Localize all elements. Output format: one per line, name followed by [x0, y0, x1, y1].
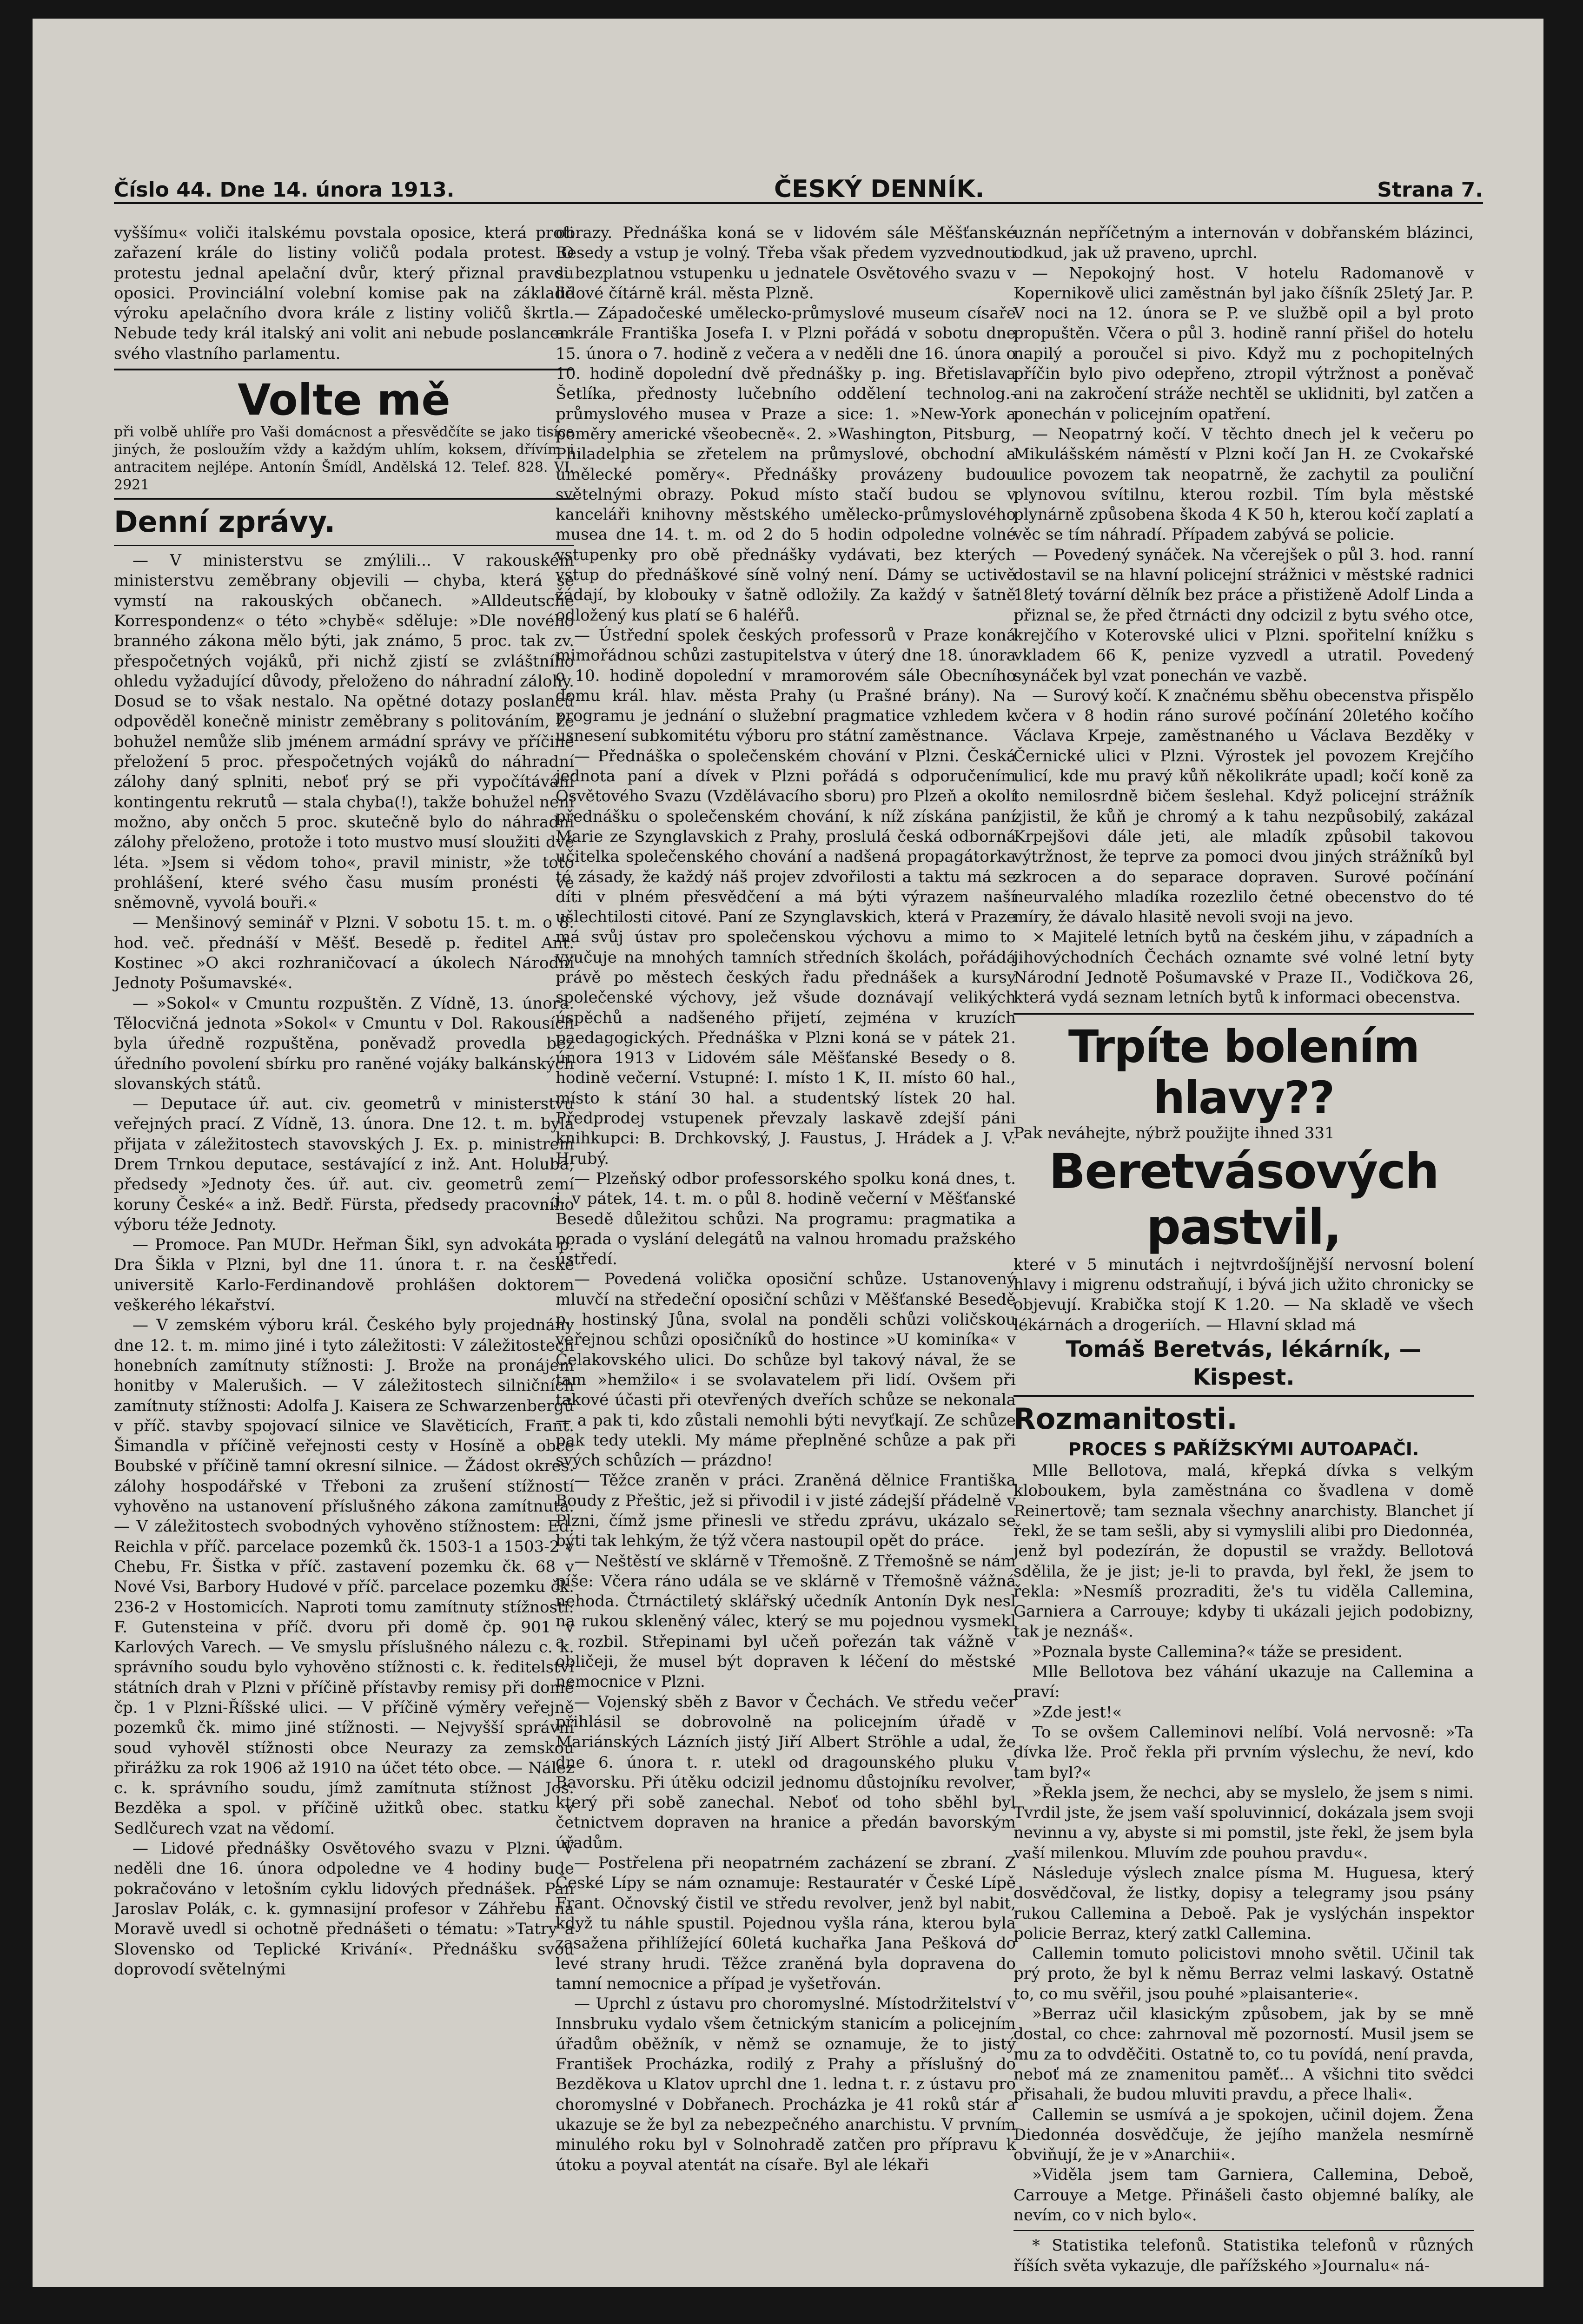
article-paragraph: »Viděla jsem tam Garniera, Callemina, Deboě, Carrouye a Metge. Přinášeli často objemné balíky, ale nevím, co v nich bylo«. [1013, 2166, 1474, 2225]
article-paragraph: obrazy. Přednáška koná se v lidovém sále Měšťanské Besedy a vstup je volný. Třeba však předem vyzvednouti si bezplatnou vstupenku u jednatele Osvětového svazu v lidové čítárně král. města Plzně. [556, 224, 1016, 303]
article-paragraph: — Nepokojný host. V hotelu Radomanově v Kopernikově ulici zaměstnán byl jako číšník 25letý Jar. P. V noci na 12. února se P. ve službě opil a byl proto propuštěn. Včera o půl 3. hodině ranní přišel do hotelu napilý a poroučel si pivo. Když mu z pochopitelných příčin bylo pivo odepřeno, ztropil výtržnost a poněvač ani na zakročení stráže nechtěl se uklidniti, byl zatčen a ponechán v policejním opatření. [1013, 264, 1474, 423]
advertisement-coal [114, 375, 574, 500]
ad-product-name: Beretvásových pastvil, [1049, 1142, 1438, 1255]
article-paragraph: — Neopatrný kočí. V těchto dnech jel k večeru po Mikulášském náměstí v Plzni kočí Jan H. ze Cvokařské ulice povozem tak neopatrně, že zachytil za pouliční plynovou svítilnu, kterou rozbil. Tím byla městské plynárně způsobena škoda 4 K 50 h, kterou kočí zaplatí a věc se tím náhradí. Případem zabývá se policie. [1013, 424, 1474, 544]
article-paragraph: Mlle Bellotova bez váhání ukazuje na Callemina a praví: [1013, 1663, 1474, 1702]
article-paragraph: — Deputace úř. aut. civ. geometrů v ministerstvu veřejných prací. Z Vídně, 13. února. Dne 12. t. m. byla přijata v záležitostech stavovských J. Ex. p. ministrem Drem Trnkou deputace, sestávající z inž. Ant. Holuba, předsedy »Jednoty čes. úř. aut. civ. geometrů zemí koruny České« a inž. Bedř. Fürsta, předsedy pracovního výboru téže Jednoty. [114, 1095, 574, 1234]
article-paragraph: * Statistika telefonů. Statistika telefonů v různých říších světa vykazuje, dle pařížského »Journalu« ná- [1013, 2236, 1474, 2275]
article-paragraph: — Přednáška o společenském chování v Plzni. Česká jednota paní a dívek v Plzni pořádá s odporučením Osvětového Svazu (Vzdělávacího sboru) pro Plzeň a okolí přednášku o společenském chování, k níž získána paní Marie ze Szynglavskich z Prahy, proslulá česká odborná učitelka společenského chování a nadšená propagátorka té zásady, že každý náš projev zdvořilosti a taktu má se díti v plném přesvědčení a má býti výrazem naší ušlechtilosti citové. Paní ze Szynglavskich, která v Praze má svůj ústav pro společenskou výchovu a mimo to vyučuje na mnohých tamních středních školách, pořádá právě po městech českých řadu přednášek a kursy společenské výchovy, jež všude doznávají velikých úspěchů a nadšeného přijetí, zejména v kruzích paedagogických. Přednáška v Plzni koná se v pátek 21. února 1913 v Lidovém sále Měšťanské Besedy o 8. hodině večerní. Vstupné: I. místo 1 K, II. místo 60 hal., místo k stání 30 hal. a studentský lístek 20 hal. Předprodej vstupenek převzaly laskavě zdejší páni knihkupci: B. Drchkovský, J. Faustus, J. Hrádek a J. V. Hrubý. [556, 746, 1016, 1168]
article-paragraph: Callemin tomuto policistovi mnoho světil. Učinil tak prý proto, že byl k němu Berraz velmi laskavý. Ostatně to, co mu svěřil, jsou pouhé »plaisanterie«. [1013, 1944, 1474, 2003]
ad-line: Pak neváhejte, nýbrž použijte ihned 331 [1013, 1123, 1335, 1142]
article-paragraph: Callemin se usmívá a je spokojen, učinil dojem. Žena Diedonnéa dosvědčuje, že jejího manžela nesmírně obviňují, že je v »Anarchii«. [1013, 2105, 1474, 2165]
section-heading: Denní zprávy. [114, 505, 336, 539]
divider [114, 545, 574, 546]
ad-text: při volbě uhlíře pro Vaši domácnost a přesvědčíte se jako tisíce jiných, že posloužím vždy a každým uhlím, koksem, dřívím i antracitem nejlépe. Antonín Šmídl, Andělská 12. Telef. 828. VI. 2921 [114, 424, 574, 494]
newspaper-title: ČESKÝ DENNÍK. [774, 175, 985, 203]
article-paragraph: vyššímu« voliči italskému povstala oposice, která proti zařazení krále do listiny voličů podala protest. O protestu jednal apelační dvůr, který přiznal pravdu oposici. Provinciální volební komise pak na základě výroku apelačního dvora krále z listiny voličů škrtla. Nebude tedy král italský ani volit ani nebude poslancem svého vlastního parlamentu. [114, 224, 574, 363]
column-3 [1013, 223, 1474, 2275]
article-paragraph: »Zde jest!« [1032, 1703, 1122, 1722]
article-paragraph: uznán nepříčetným a internován v dobřanském blázinci, odkud, jak už praveno, uprchl. [1013, 224, 1474, 263]
article-paragraph: — Uprchl z ústavu pro choromyslné. Místodržitelství v Innsbruku vydalo všem četnickým stanicím a policejním úřadům oběžník, v němž se oznamuje, že to jistý František Procházka, rodilý z Prahy a příslušný do Bezděkova u Klatov uprchl dne 1. ledna t. r. z ústavu pro choromyslné v Dobřanech. Procházka je 41 roků stár a ukazuje se že byl za nebezpečného anarchistu. V prvním minulého roku byl v Solnohradě zatčen pro přípravu k útoku a poyval atentát na císaře. Byl ale lékaři [556, 1994, 1016, 2174]
article-paragraph: — Lidové přednášky Osvětového svazu v Plzni. V neděli dne 16. února odpoledne ve 4 hodiny bude pokračováno v letošním cyklu lidových přednášek. Pan Jaroslav Polák, c. k. gymnasijní profesor v Záhřebu na Moravě uvedl si ochotně přednášeti o tématu: »Tatry a Slovensko od Teplické Krivání«. Přednášku svou doprovodí světelnými [114, 1839, 574, 1979]
divider [1013, 2230, 1474, 2231]
article-paragraph: — V zemském výboru král. Českého byly projednány dne 12. t. m. mimo jiné i tyto záležitosti: V záležitostech honebních zamítnuty stížnosti: J. Brože na pronájem honitby v Malerušich. — V záležitostech silničních zamítnuty stížnosti: Adolfa J. Kaisera ze Schwarzenbergů v příč. stavby spojovací silnice ve Slavěticích, Frant. Šimandla v příčině veřejnosti cesty v Hosíně a obce Boubské v příčině tamní okresní silnice. — Žádost okres. zálohy hospodářské v Třeboni za zrušení stížností vyhověno na ustanovení příslušného zákona zamítnuta. — V záležitostech svobodných vyhověno stížnostem: Ed. Reichla v příč. parcelace pozemků čk. 1503-1 a 1503-2 v Chebu, Fr. Šistka v příč. zastavení pozemku čk. 68 v Nové Vsi, Barbory Hudové v příč. parcelace pozemku čk. 236-2 v Hostomicích. Naproti tomu zamítnuty stížnosti: F. Gutensteina v příč. dvoru při domě čp. 901 v Karlových Varech. — Ve smyslu příslušného nálezu c. k. správního soudu bylo vyhověno stížnosti c. k. ředitelství státních drah v Plzni v příčině přístavby remisy při domě čp. 1 v Plzni-Říšské ulici. — V příčině výměry veřejně pozemků čk. mimo jiné stížnosti. — Nejvyšší správní soud vyhověl stížnosti obce Neurazy za zemskou přirážku za rok 1906 až 1910 na účet této obce. — Nález c. k. správního soudu, jímž zamítnuta stížnost Jos. Bezděka a spol. v příčině užitků obec. statku v Sedlčurech vzat na vědomí. [114, 1316, 574, 1838]
ad-headline: Trpíte bolením hlavy?? [1068, 1020, 1419, 1124]
article-paragraph: — Surový kočí. K značnému sběhu obecenstva přispělo včera v 8 hodin ráno surové počínání 20letého kočího Václava Krpeje, zaměstnaného u Václava Bezděky v Černické ulici v Plzni. Výrostek jel povozem Krejčího ulicí, kde mu pravý kůň několikráte upadl; kočí koně za to nemilosrdně bičem šeslehal. Když policejní strážník zjistil, že kůň je chromý a k tahu nezpůsobilý, zakázal Krpejšovi dále jeti, ale mladík způsobil takovou výtržnost, že teprve za pomoci dvou jiných strážníků byl zkrocen a do separace dopraven. Surové počínání neurvalého mladíka rozezlilo četné obecenstvo do té míry, že dávalo hlasitě nevoli svoji na jevo. [1013, 686, 1474, 927]
article-paragraph: — Ústřední spolek českých professorů v Praze koná mimořádnou schůzi zastupitelstva v úterý dne 18. února o 10. hodině dopolední v mramorovém sále Obecního domu král. hlav. města Prahy (u Prašné brány). Na programu je jednání o služební pragmatice vzhledem k usnesení subkomitétu výboru pro státní zaměstnance. [556, 626, 1016, 746]
ad-headline: Volte mě [238, 375, 450, 425]
article-paragraph: — Povedený synáček. Na včerejšek o půl 3. hod. ranní dostavil se na hlavní policejní strážnici v městské radnici 18letý tovární dělník bez práce a přistiženě Adolf Linda a přiznal se, že před čtrnácti dny odcizil z bytu svého otce, krejčího v Koterovské ulici v Plzni. spořitelní knížku s vkladem 66 K, penize vyzvedl a utratil. Povedený synáček byl vzat ponechán ve vazbě. [1013, 545, 1474, 685]
article-paragraph: — Menšinový seminář v Plzni. V sobotu 15. t. m. o 8. hod. več. přednáší v Měšť. Besedě p. ředitel Ant. Kostinec »O akci rozhraničovací a úkolech Národní Jednoty Pošumavské«. [114, 913, 574, 993]
article-paragraph: — Postřelena při neopatrném zacházení se zbraní. Z České Lípy se nám oznamuje: Restauratér v České Lípě Frant. Očnovský čistil ve středu revolver, jenž byl nabit, když tu náhle spustil. Pojednou vyšla rána, kterou byla zasažena přihlížející 60letá kuchařka Jana Pešková do levé strany hrudi. Těžce zraněná byla dopravena do tamní nemocnice a případ je vyšetřován. [556, 1854, 1016, 1993]
article-paragraph: — Západočeské umělecko-průmyslové museum císaře a krále Františka Josefa I. v Plzni pořádá v sobotu dne 15. února o 7. hodině z večera a v neděli dne 16. února o 10. hodině dopolední dvě přednášky p. ing. Břetislava Šetlíka, přednosty lučebního oddělení technolog.-průmyslového musea v Praze a sice: 1. »New-York a poměry americké všeobecně«. 2. »Washington, Pitsburg, Philadelphia se zřetelem na průmyslové, obchodní a umělecké poměry«. Přednášky provázeny budou světelnými obrazy. Pokud místo stačí budou se v kanceláři knihovny městského umělecko-průmyslového musea dne 14. t. m. od 2 do 5 hodin odpoledne volné vstupenky pro obě přednášky vydávati, bez kterých vstup do přednáškové síně volný není. Dámy se uctivě žádají, by klobouky v šatně odložily. Za každý v šatně odložený kus platí se 6 haléřů. [556, 304, 1016, 625]
divider [114, 369, 574, 370]
article-paragraph: — Těžce zraněn v práci. Zraněná dělnice Františka Boudy z Přeštic, jež si přivodil i v jisté zádejší přádelně v Plzni, čímž jsme přinesli ve středu zprávu, ukázalo se býti tak lehkým, že týž včera nastoupil opět do práce. [556, 1471, 1016, 1551]
ad-text: které v 5 minutách i nejtvrdošíjnější nervosní bolení hlavy i migrenu odstraňují, i bývá jich užito chronicky se objevují. Krabička stojí K 1.20. — Na skladě ve všech lékárnách a drogeriích. — Hlavní sklad má [1013, 1255, 1474, 1334]
advertisement-headache [1013, 1019, 1474, 1397]
article-paragraph: — »Sokol« v Cmuntu rozpuštěn. Z Vídně, 13. února. Tělocvičná jednota »Sokol« v Cmuntu v Dol. Rakousích byla úředně rozpuštěna, poněvadž provedla bez úředního povolení sbírku pro raněné vojáky balkánských slovanských států. [114, 994, 574, 1093]
column-1 [114, 223, 574, 2236]
article-paragraph: — Povedená volička oposiční schůze. Ustanovený mluvčí na středeční oposiční schůzi v Měšťanské Besedě p. hostinský Jůna, svolal na ponděli schůzi voličskou veřejnou schůzi oposičníků do hostince »U kominíka« v Čelakovského ulici. Do schůze byl takový nával, že se tam »hemžilo« i se svolavatelem při lidí. Ovšem při takové účasti při otevřených dveřích schůze se nekonala — a pak ti, kdo zůstali nemohli býti nevyťkají. Ze schůze pak tedy utekli. My máme přeplněné schůze a pak při svých schůzích — prázdno! [556, 1270, 1016, 1470]
article-subheading: PROCES S PAŘÍŽSKÝMI AUTOAPAČI. [1068, 1439, 1419, 1460]
article-paragraph: — V ministerstvu se zmýlili... V rakouském ministerstvu zeměbrany objevili — chyba, která se vymstí na rakouských občanech. »Alldeutsche Korrespondenz« o této »chybě« sděluje: »Dle nového branného zákona mělo býti, jak známo, 5 proc. tak zv. přespočetných vojáků, při nichž zjistí se zvláštního ohledu vyžadující důvody, přeloženo do náhradní zálohy. Dosud se to však nestalo. Na opětné dotazy poslanců odpověděl konečně ministr zeměbrany s politováním, že bohužel nemůže slib jménem armádní správy ve příčině přeložení 5 proc. přespočetných vojáků do náhradní zálohy daný splniti, neboť prý se při vypočítávání kontingentu rekrutů — stala chyba(!), takže bohužel není možno, aby ončch 5 proc. skutečně bylo do náhradní zálohy přeloženo, protože i toto mustvo musí sloužiti dvě léta. »Jsem si vědom toho«, pravil ministr, »že toto prohlášení, které svého času musím pronésti ve sněmovně, vyvolá bouři.« [114, 551, 574, 912]
article-paragraph: Následuje výslech znalce písma M. Huguesa, který dosvědčoval, že listky, dopisy a telegramy jsou psány rukou Callemina a Deboě. Pak je vyslýchán inspektor policie Berraz, který zatkl Callemina. [1013, 1864, 1474, 1943]
article-paragraph: — Neštěstí ve sklárně v Třemošně. Z Třemošně se nám píše: Včera ráno udála se ve sklárně v Třemošně vážná nehoda. Čtrnáctiletý sklářský učedník Antonín Dyk nesl na rukou skleněný válec, který se mu pojednou vysmekl a rozbil. Střepinami byl učeň pořezán tak vážně v obličeji, že musel být dopraven k léčení do městské nemocnice v Plzni. [556, 1552, 1016, 1691]
article-paragraph: Mlle Bellotova, malá, křepká dívka s velkým kloboukem, byla zaměstnána co švadlena v domě Reinertově; tam seznala všechny anarchisty. Blanchet jí řekl, že se tam sešli, aby si vymyslili alibi pro Diedonnéa, jenž byl podezírán, že dopustil se vraždy. Bellotová sdělila, že je jist; je-li to pravda, byl řekl, že jsem to řekla: »Nesmíš prozraditi, že's tu viděla Callemina, Garniera a Carrouye; kdyby ti ukázali jejich podobizny, tak je neznáš«. [1013, 1461, 1474, 1641]
section-heading: Rozmanitosti. [1013, 1402, 1238, 1436]
column-2 [556, 223, 1016, 2236]
divider [1013, 1013, 1474, 1015]
article-paragraph: To se ovšem Calleminovi nelíbí. Volá nervosně: »Ta dívka lže. Proč řekla při prvním výslechu, že neví, kdo tam byl?« [1013, 1723, 1474, 1782]
page-number: Strana 7. [1377, 178, 1483, 202]
page-header [114, 170, 1483, 204]
ad-signature: Tomáš Beretvás, lékárník, — Kispest. [1066, 1336, 1422, 1391]
newspaper-page [33, 19, 1543, 2287]
article-paragraph: × Majitelé letních bytů na českém jihu, v západních a jihovýchodních Čechách oznamte své volné letní byty Národní Jednotě Pošumavské v Praze II., Vodičkova 26, která vydá seznam letních bytů k informaci obecenstva. [1013, 928, 1474, 1007]
article-paragraph: — Promoce. Pan MUDr. Heřman Šikl, syn advokáta p. Dra Šikla v Plzni, byl dne 11. února t. r. na české universitě Karlo-Ferdinandově prohlášen doktorem veškerého lékařství. [114, 1235, 574, 1315]
article-paragraph: — Plzeňský odbor professorského spolku koná dnes, t. j. v pátek, 14. t. m. o půl 8. hodině večerní v Měšťanské Besedě důležitou schůzi. Na programu: pragmatika a porada o vyslání delegátů na valnou hromadu pražského ústředí. [556, 1169, 1016, 1269]
issue-date: Číslo 44. Dne 14. února 1913. [114, 178, 455, 202]
article-paragraph: »Poznala byste Callemina?« táže se president. [1032, 1642, 1403, 1661]
article-paragraph: »Berraz učil klasickým způsobem, jak by se mně dostal, co chce: zahrnoval mě pozorností. Musil jsem se mu za to odvděčiti. Ostatně to, co tu povídá, není pravda, neboť má ze znamenitou paměť... A všichni tito svědci přisahali, že budou mluviti pravdu, a přece lhali«. [1013, 2005, 1474, 2104]
article-paragraph: — Vojenský sběh z Bavor v Čechách. Ve středu večer přihlásil se dobrovolně na policejním úřadě v Mariánských Lázních jistý Jiří Albert Ströhle a udal, že dne 6. února t. r. utekl od dragounského pluku v Bavorsku. Při útěku odcizil jednomu důstojníku revolver, který při sobě zanechal. Neboť od toho sběhl byl četnictvem dopraven na hranice a předán bavorským úřadům. [556, 1692, 1016, 1852]
article-paragraph: »Řekla jsem, že nechci, aby se myslelo, že jsem s nimi. Tvrdil jste, že jsem vaší spoluvinnicí, dokázala jsem svoji nevinnu a vy, abyste si mi pomstil, jste řekl, že jsem byla vaší milenkou. Mluvím zde pouhou pravdu«. [1013, 1783, 1474, 1862]
